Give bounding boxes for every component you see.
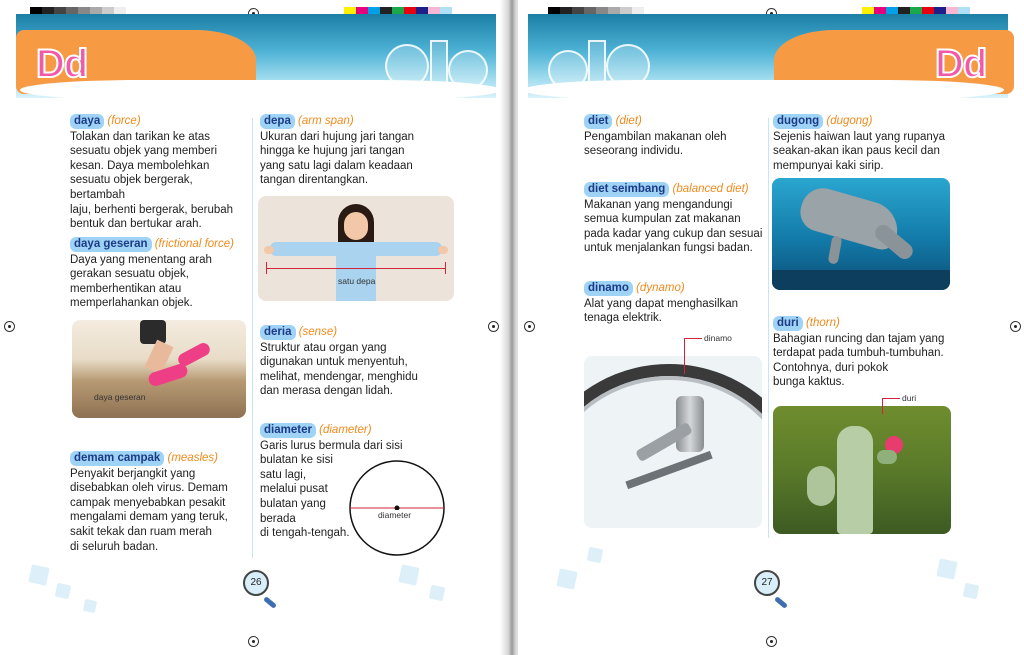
decorative-cube — [429, 585, 446, 602]
magnifier-handle-icon — [263, 596, 277, 609]
entry-depa — [260, 114, 440, 188]
banner-wave — [524, 80, 1004, 100]
decorative-cube — [55, 583, 72, 600]
english-term: (dynamo) — [636, 282, 685, 294]
entry-diet — [584, 114, 764, 159]
entry-duri — [773, 316, 963, 390]
registration-mark — [524, 321, 535, 332]
dinamo-photo — [584, 356, 762, 528]
decorative-cube — [28, 564, 49, 585]
entry-daya — [70, 114, 250, 232]
term-label: dinamo — [584, 281, 633, 296]
banner-wave — [20, 80, 500, 100]
term-label: diet — [584, 114, 612, 129]
definition: Makanan yang mengandungi semua kumpulan zat makanan pada kadar yang cukup dan sesuai untuk menjalankan fungsi badan. — [584, 198, 763, 255]
english-term: (measles) — [167, 452, 218, 464]
magnifier-handle-icon — [774, 596, 788, 609]
registration-mark — [248, 636, 259, 647]
decorative-cube — [398, 564, 419, 585]
entry-daya-geseran — [70, 237, 250, 311]
entry-demam-campak — [70, 451, 250, 554]
term-label: deria — [260, 325, 296, 340]
column-divider — [252, 118, 253, 558]
definition: Tolakan dan tarikan ke atas sesuatu objek yang memberi kesan. Daya membolehkan sesuatu objek bergerak, bertambah laju, berhenti bergerak, berubah bentuk dan bertukar arah. — [70, 130, 234, 231]
duri-photo — [773, 406, 951, 534]
english-term: (dugong) — [826, 115, 873, 127]
decorative-cube — [963, 583, 980, 600]
english-term: (diet) — [615, 115, 642, 127]
page-number: 27 — [754, 570, 780, 596]
definition: Penyakit berjangkit yang disebabkan oleh virus. Demam campak menyebabkan pesakit mengalami demam yang teruk, sakit tekak dan ruam merah di seluruh badan. — [70, 467, 228, 553]
decorative-cube — [83, 599, 97, 613]
left-page — [0, 0, 506, 655]
definition: Daya yang menentang arah gerakan sesuatu objek, memberhentikan atau memperlahankan objek. — [70, 253, 212, 310]
definition: Struktur atau organ yang digunakan untuk menyentuh, melihat, mendengar, menghidu dan merasa dengan lidah. — [260, 341, 418, 398]
entry-dugong — [773, 114, 963, 173]
english-term: (thorn) — [805, 317, 840, 329]
callout-line — [882, 398, 900, 399]
decorative-cube — [587, 547, 604, 564]
definition: Pengambilan makanan oleh seseorang individu. — [584, 130, 727, 158]
callout-line — [684, 338, 702, 339]
definition: Ukuran dari hujung jari tangan hingga ke hujung jari tangan yang satu lagi dalam keadaan tangan direntangkan. — [260, 130, 415, 187]
dugong-photo — [772, 178, 950, 290]
term-label: diet seimbang — [584, 182, 669, 197]
term-label: daya geseran — [70, 237, 152, 252]
term-label: diameter — [260, 423, 316, 438]
decorative-cube — [936, 558, 957, 579]
caption: dinamo — [704, 333, 732, 343]
english-term: (arm span) — [298, 115, 354, 127]
diameter-diagram — [347, 458, 447, 558]
term-label: demam campak — [70, 451, 164, 466]
entry-diet-seimbang — [584, 182, 774, 256]
registration-mark — [1010, 321, 1021, 332]
caption: satu depa — [338, 276, 376, 286]
term-label: depa — [260, 114, 295, 129]
callout-line — [882, 398, 883, 414]
registration-mark — [488, 321, 499, 332]
registration-mark — [766, 636, 777, 647]
page-number: 26 — [243, 570, 269, 596]
registration-mark — [4, 321, 15, 332]
english-term: (balanced diet) — [672, 183, 749, 195]
callout-line — [684, 338, 685, 374]
letter-heading: Dd — [935, 42, 987, 86]
term-label: dugong — [773, 114, 823, 129]
caption: daya geseran — [94, 392, 146, 402]
english-term: (force) — [107, 115, 141, 127]
definition: Garis lurus bermula dari sisi bulatan ke sisi satu lagi, melalui pusat bulatan yang berada di tengah-tengah. — [260, 439, 403, 540]
entry-deria — [260, 325, 440, 399]
entry-dinamo — [584, 281, 764, 326]
term-label: daya — [70, 114, 104, 129]
caption: duri — [902, 393, 917, 403]
definition: Sejenis haiwan laut yang rupanya seakan-akan ikan paus kecil dan mempunyai kaki sirip. — [773, 130, 945, 172]
caption: diameter — [378, 510, 412, 520]
column-divider — [768, 118, 769, 538]
definition: Bahagian runcing dan tajam yang terdapat pada tumbuh-tumbuhan. Contohnya, duri pokok bunga kaktus. — [773, 332, 945, 389]
daya-geseran-photo — [72, 320, 246, 418]
english-term: (sense) — [298, 326, 338, 338]
english-term: (diameter) — [319, 424, 372, 436]
term-label: duri — [773, 316, 803, 331]
decorative-cube — [556, 568, 577, 589]
right-page — [518, 0, 1024, 655]
letter-heading: Dd — [36, 42, 88, 86]
english-term: (frictional force) — [154, 238, 234, 250]
definition: Alat yang dapat menghasilkan tenaga elektrik. — [584, 297, 739, 325]
